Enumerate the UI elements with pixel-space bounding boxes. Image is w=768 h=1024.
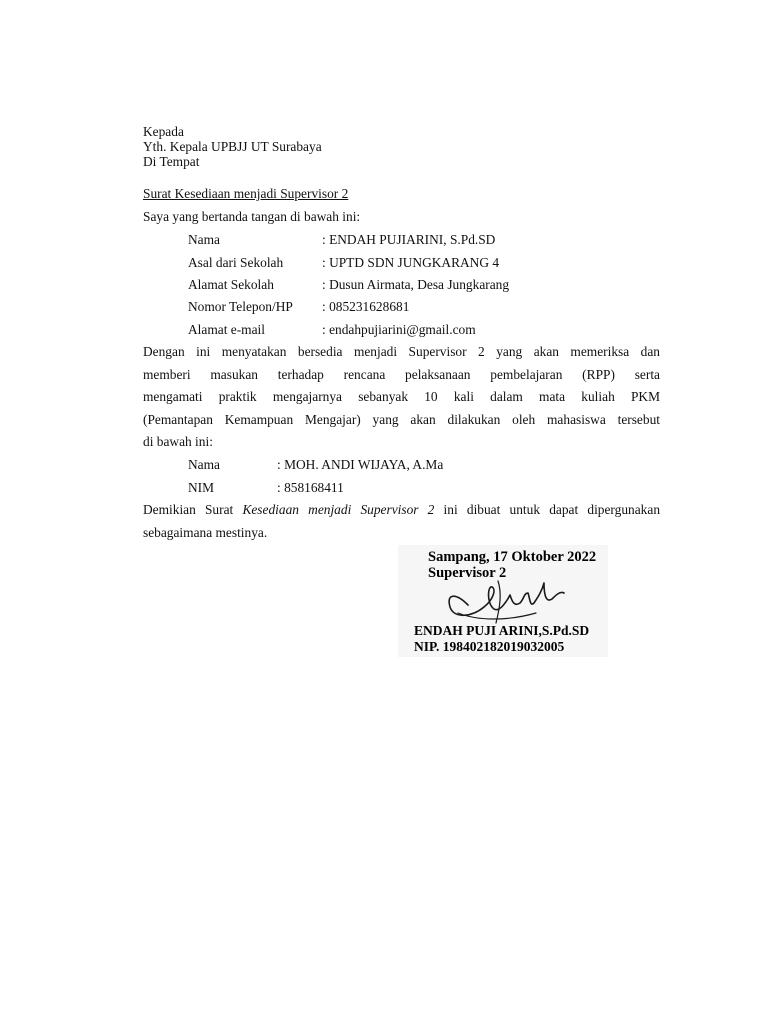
intro-text: Saya yang bertanda tangan di bawah ini: [143, 209, 361, 224]
student-label-name: Nama [188, 457, 220, 472]
field-value-name: : ENDAH PUJIARINI, S.Pd.SD [322, 232, 496, 247]
closing-paragraph [143, 499, 660, 544]
field-label-school: Asal dari Sekolah [188, 255, 284, 270]
field-label-email: Alamat e-mail [188, 322, 265, 337]
body-paragraph [143, 341, 660, 454]
recipient-line-1: Kepada [143, 124, 184, 139]
body-line-3: mengamati praktik mengajarnya sebanyak 10 kali dalam mata kuliah PKM [143, 389, 660, 404]
field-value-phone: : 085231628681 [322, 299, 410, 314]
signature-block [398, 545, 608, 657]
body-line-1: Dengan ini menyatakan bersedia menjadi Supervisor 2 yang akan memeriksa dan [143, 344, 660, 359]
body-line-4: (Pemantapan Kemampuan Mengajar) yang akan dilakukan oleh mahasiswa tersebut [143, 411, 660, 427]
closing-prefix: Demikian Surat [143, 502, 243, 517]
field-label-school-address: Alamat Sekolah [188, 277, 274, 292]
student-value-nim: : 858168411 [277, 480, 344, 495]
field-value-email: : endahpujiarini@gmail.com [322, 322, 476, 337]
recipient-line-3: Di Tempat [143, 154, 200, 169]
signature-name: ENDAH PUJI ARINI,S.Pd.SD [414, 623, 590, 638]
closing-suffix: ini dibuat untuk dapat dipergunakan [434, 502, 661, 517]
field-label-phone: Nomor Telepon/HP [188, 299, 293, 314]
closing-italic: Kesediaan menjadi Supervisor 2 [242, 502, 435, 517]
signature-nip: NIP. 198402182019032005 [414, 639, 565, 654]
signature-role: Supervisor 2 [428, 565, 507, 581]
closing-line-1 [143, 499, 660, 522]
closing-line-2: sebagaimana mestinya. [143, 524, 268, 540]
signature-place-date: Sampang, 17 Oktober 2022 [428, 549, 597, 565]
student-value-name: : MOH. ANDI WIJAYA, A.Ma [277, 457, 444, 472]
student-label-nim: NIM [188, 480, 215, 495]
field-label-name: Nama [188, 232, 220, 247]
letter-subject: Surat Kesediaan menjadi Supervisor 2 [143, 186, 349, 201]
recipient-line-2: Yth. Kepala UPBJJ UT Surabaya [143, 139, 322, 154]
field-value-school-address: : Dusun Airmata, Desa Jungkarang [322, 277, 510, 292]
body-line-5: di bawah ini: [143, 434, 213, 449]
field-value-school: : UPTD SDN JUNGKARANG 4 [322, 255, 500, 270]
body-line-2: memberi masukan terhadap rencana pelaksanaan pembelajaran (RPP) serta [143, 366, 660, 382]
